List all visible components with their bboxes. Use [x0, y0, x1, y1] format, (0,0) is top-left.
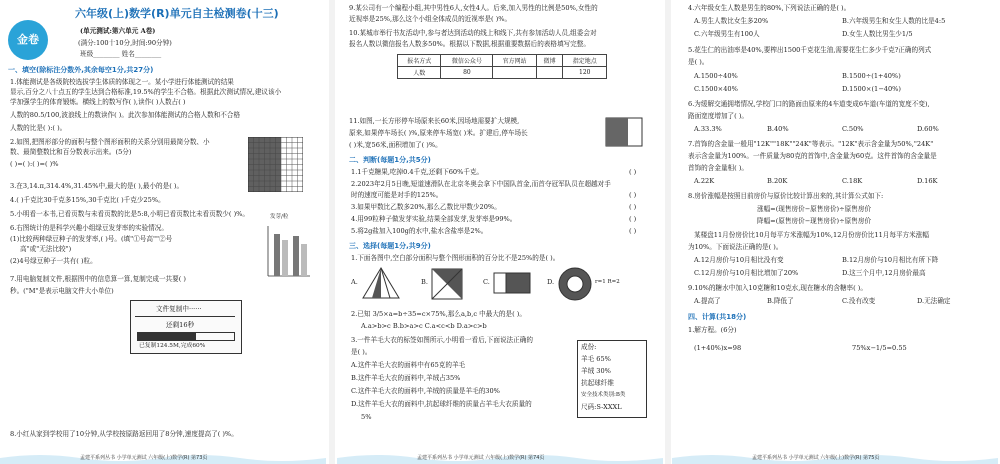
option: C.没有改变: [842, 297, 876, 305]
choice-line: 3.一件羊毛大衣的标签如图所示,小明看一看后,下面说法正确的: [351, 336, 533, 344]
formula: 降幅=(原售房价−现售房价)÷原售房价: [757, 217, 872, 225]
square-figure: [431, 268, 465, 300]
copy-title: 文件复制中······: [156, 305, 202, 313]
judge-item: 1.1千克糖果,吃掉0.4千克,还剩下60%千克。: [351, 168, 484, 176]
q-line: 4.六年级女生人数是男生的80%,下列说法正确的是( )。: [688, 4, 851, 12]
choice-line: 2.已知 3/5×a=b÷35=c×75%,那么a,b,c 中最大的是( )。: [351, 310, 526, 318]
table-header: 报名方式: [398, 55, 441, 67]
option: B.40%: [767, 125, 789, 133]
q-line: 1.体能测试是各级院校选拔学生体质的体现之一。某小学进行体能测试的结果: [10, 78, 234, 86]
option: C.18K: [842, 177, 863, 185]
footer-text: 孟建平系列丛书 小学单元测试 六年级(上)数学(R) 第73页: [80, 455, 208, 461]
q-line: 近视率是25%,那么这个小组全体成员的近视率是( )%。: [349, 15, 512, 23]
table-cell: 80: [441, 67, 493, 79]
label-line: 尺码:S-XXXL: [581, 403, 622, 411]
table-header: 指定地点: [563, 55, 607, 67]
q-line: 原来,如果停车场长( )%,原来停车场宽( )米。扩建后,停车场长: [349, 129, 528, 137]
page-gutter: [329, 0, 335, 464]
option: C.50%: [842, 125, 864, 133]
footer-text: 孟建平系列丛书 小学单元测试 六年级(上)数学(R) 第75页: [752, 455, 880, 461]
progress-bar: [137, 332, 235, 341]
q-line: 显示,百分之八十点五的学生达到合格标准,19.5%的学生不合格。根据此次测试情况,建议该小: [10, 88, 282, 96]
q-line: 秒。("M"是表示电脑文件大小单位): [10, 287, 114, 295]
footer-text: 孟建平系列丛书 小学单元测试 六年级(上)数学(R) 第74页: [417, 455, 545, 461]
page-73: [0, 0, 326, 464]
q-line: 5.花生仁的出油率是40%,要榨出1500千克花生油,需要花生仁多少千克?正确的列式: [688, 46, 932, 54]
equation: 75%x−1/5=0.55: [852, 344, 907, 352]
q-line: 3.在3,14.π,314.4%,31.45%中,最大的是( ),最小的是( )。: [10, 182, 184, 190]
option: C.12月房价与10月相比增加了20%: [694, 269, 799, 277]
table-header: 官方网站: [493, 55, 536, 67]
page-74: [337, 0, 663, 464]
choice-line: D.这件羊毛大衣的面料中,抗起球纤维的质量占羊毛大衣质量的: [351, 400, 532, 408]
choice-line: 5%: [361, 413, 372, 421]
page-title: 六年级(上)数学(R)单元自主检测卷(十三): [75, 7, 279, 20]
option: A.提高了: [694, 297, 721, 305]
judge-item: 5.将2g盐加入100g的水中,盐水含盐率是2%。: [351, 227, 488, 235]
germination-chart: [260, 222, 312, 282]
q-line: (1)比较两种绿豆种子的发芽率,( )号。(填"①号高""②号: [10, 235, 173, 243]
option: A.男生人数比女生多20%: [694, 17, 769, 25]
q-line: 为10%。下面说法正确的是( )。: [688, 243, 783, 251]
q-line: ( )=( ):( )=( )%: [10, 160, 59, 168]
student-fields: 班级________ 姓名________: [80, 50, 162, 58]
q-line: 学加强学生的体育锻炼。横线上的数写作( ),读作( )人数占( ): [10, 98, 186, 106]
option: A.1500÷40%: [694, 72, 738, 80]
equation: (1+40%)x=98: [694, 344, 742, 352]
q-line: 1.解方程。(6分): [688, 326, 737, 334]
option-c: C.: [483, 278, 490, 286]
q-line: 首饰的含金量相( )。: [688, 164, 748, 172]
parking-lot-figure: [605, 117, 643, 147]
page-gutter: [665, 0, 671, 464]
option: D.女生人数比男生少1/5: [842, 30, 913, 38]
option: B.1500÷(1+40%): [842, 72, 901, 80]
rect-figure: [493, 272, 533, 296]
choice-line: 是( )。: [351, 348, 372, 356]
q-line: 9.10%的糖水中加入10克糖和10克水,现在糖水的含糖率( )。: [688, 284, 867, 292]
progress-fill: [138, 333, 196, 340]
table-cell: 120: [563, 67, 607, 79]
judge-item: 4.用99粒种子做发芽实验,结果全部发芽,发芽率是99%。: [351, 215, 517, 223]
choice-line: 1.下面各图中,空白部分面积与整个图形面积的百分比不是25%的是( )。: [351, 254, 560, 262]
q-line: 路面宽度增加了( )。: [688, 112, 748, 120]
choice-line: B.这件羊毛大衣的面料中,羊绒占35%: [351, 374, 461, 382]
option-a: A.: [351, 278, 358, 286]
section-calc: 四、计算(共18分): [688, 313, 747, 321]
section-fill-in: 一、填空(除标注分数外,其余每空1分,共27分): [8, 66, 154, 74]
page-75: [672, 0, 998, 464]
q-line: 8.小红从家到学校用了10分钟,从学校按原路返回用了8分钟,速度提高了( )%。: [10, 430, 238, 438]
q-line: 报名人数以微信报名人数多50%。根据以下数据,根据重要数据后的表格填写完整。: [349, 40, 590, 48]
option: C.1500×40%: [694, 85, 738, 93]
q-line: 10.某城市举行书友活动中,参与者达到活动的线上和线下,共有参加活动人员,组委会对: [349, 29, 597, 37]
section-choice: 三、选择(每题1分,共9分): [349, 242, 431, 250]
subtitle: (单元测试:第六单元 A卷): [80, 27, 156, 35]
q-line: 是( )。: [688, 58, 709, 66]
q-line: (2)4号绿豆种子一共有( )粒。: [10, 257, 97, 265]
option: B.12月房价与10月相比有所下降: [842, 256, 939, 264]
table-header: 微信公众号: [441, 55, 493, 67]
option: D.16K: [917, 177, 938, 185]
choice-line: A.a>b>c B.b>a>c C.a<c<b D.a>c>b: [361, 322, 487, 330]
judge-item: 3.如果甲数比乙数多20%,那么乙数比甲数少20%。: [351, 203, 501, 211]
option: B.六年级男生和女生人数的比是4:5: [842, 17, 946, 25]
answer-paren: ( ): [629, 168, 637, 176]
option: A.33.3%: [694, 125, 722, 133]
label-line: 羊绒 30%: [581, 367, 611, 375]
grid-figure: [248, 137, 303, 192]
choice-line: C.这件羊毛大衣的面料中,羊绒的质量是羊毛的30%: [351, 387, 500, 395]
answer-paren: ( ): [629, 191, 637, 199]
option: D.无法确定: [917, 297, 951, 305]
q-line: 某楼盘11月份房价比10月每平方米涨幅为10%,12月份房价比11月每平方米涨幅: [694, 231, 929, 239]
q-line: 人数的比是( ):( )。: [10, 124, 67, 132]
option: B.降低了: [767, 297, 794, 305]
option: D.这三个月中,12月房价最高: [842, 269, 926, 277]
exam-meta: (满分:100十10分,时间:90分钟): [78, 39, 172, 47]
label-line: 成份:: [581, 343, 597, 351]
signup-table: [397, 54, 607, 79]
q-line: 11.如图,一长方形停车场原来长60米,因场地需要扩大规模,: [349, 117, 520, 125]
q-line: 7.用电脑复制文件,根据图中的信息算一算,复制完成一共要( ): [10, 275, 186, 283]
table-cell: [493, 67, 536, 79]
section-judge: 二、判断(每题1分,共5分): [349, 156, 431, 164]
q-line: 人数的80.5/100,波浪线上的数读作( )。此次参加体能测试的合格人数和不合格: [10, 111, 241, 119]
copy-remaining: 还剩16秒: [166, 321, 195, 329]
q-line: 高"或"无法比较"): [20, 245, 72, 253]
option-d: D.: [547, 278, 555, 286]
option: A.22K: [694, 177, 715, 185]
option: C.六年级男生有100人: [694, 30, 760, 38]
q-line: ( )米,宽56米,面积增加了( )%。: [349, 141, 442, 149]
ring-figure: [557, 266, 593, 302]
label-line: 羊毛 65%: [581, 355, 611, 363]
q-line: 6.为缓解交通拥堵情况,学校门口的路面由原来的4车道变成6车道(车道的宽度不变),: [688, 100, 930, 108]
q-line: 2.如图,把图形部分的面积与整个图形面积的关系分别用最简分数、小: [10, 138, 210, 146]
label-line: 抗起球纤维: [581, 379, 614, 387]
triangle-figure: [361, 266, 401, 300]
q-line: 表示含金量为100%。一件质量为80克的首饰中,含金量为60克。这件首饰的含金量是: [688, 152, 937, 160]
answer-paren: ( ): [629, 215, 637, 223]
table-cell: 人数: [398, 67, 441, 79]
formula: 涨幅=(现售房价−原售房价)÷原售房价: [757, 205, 872, 213]
chart-ylabel: 发芽/粒: [270, 214, 289, 220]
option: D.60%: [917, 125, 939, 133]
option: D.1500×(1−40%): [842, 85, 901, 93]
option-b: B.: [421, 278, 428, 286]
q-line: 9.某公司有一个编程小组,其中男性6人,女性4人。后来,加入男性的比例是50%,女性的: [349, 4, 598, 12]
answer-paren: ( ): [629, 203, 637, 211]
q-line: 8.房价涨幅是按照目前房价与原价比较计算出来的,其计算公式如下:: [688, 192, 884, 200]
garment-label: [577, 340, 647, 418]
option: B.20K: [767, 177, 788, 185]
q-line: 5.小明看一本书,已看页数与未看页数的比是5:8,小明已看页数比未看页数少( )%。: [10, 210, 250, 218]
table-header: 微博: [536, 55, 563, 67]
answer-paren: ( ): [629, 227, 637, 235]
table-cell: [536, 67, 563, 79]
option: A.12月房价与10月相比没有变: [694, 256, 784, 264]
brand-logo: 金卷: [8, 20, 48, 60]
q-line: 7.首饰的含金量一般用"12K""18K""24K"等表示。"12K"表示含金量为50%,"24K": [688, 140, 934, 148]
choice-line: A.这件羊毛大衣的面料中有65克的羊毛: [351, 361, 466, 369]
judge-item: 时的速度可能是对手的125%。: [351, 191, 443, 199]
copy-dialog: [130, 300, 242, 354]
label-line: 安全技术类别:B类: [581, 392, 626, 398]
q-line: 6.右图统计的是科学兴趣小组绿豆发芽率的实验情况。: [10, 224, 168, 232]
q-line: 数、最简整数比和百分数表示出来。(5分): [10, 148, 132, 156]
copy-status: 已复制124.5M,完成60%: [139, 343, 206, 349]
judge-item: 2.2023年2月5日晚,短道速滑队在北京冬奥会拿下中国队首金,而首夺冠军队员在超越对手: [351, 180, 611, 188]
ring-radii: r=1 R=2: [595, 279, 620, 285]
q-line: 4.( )千克比30千克多15%,30千克比( )千克少25%。: [10, 196, 165, 204]
